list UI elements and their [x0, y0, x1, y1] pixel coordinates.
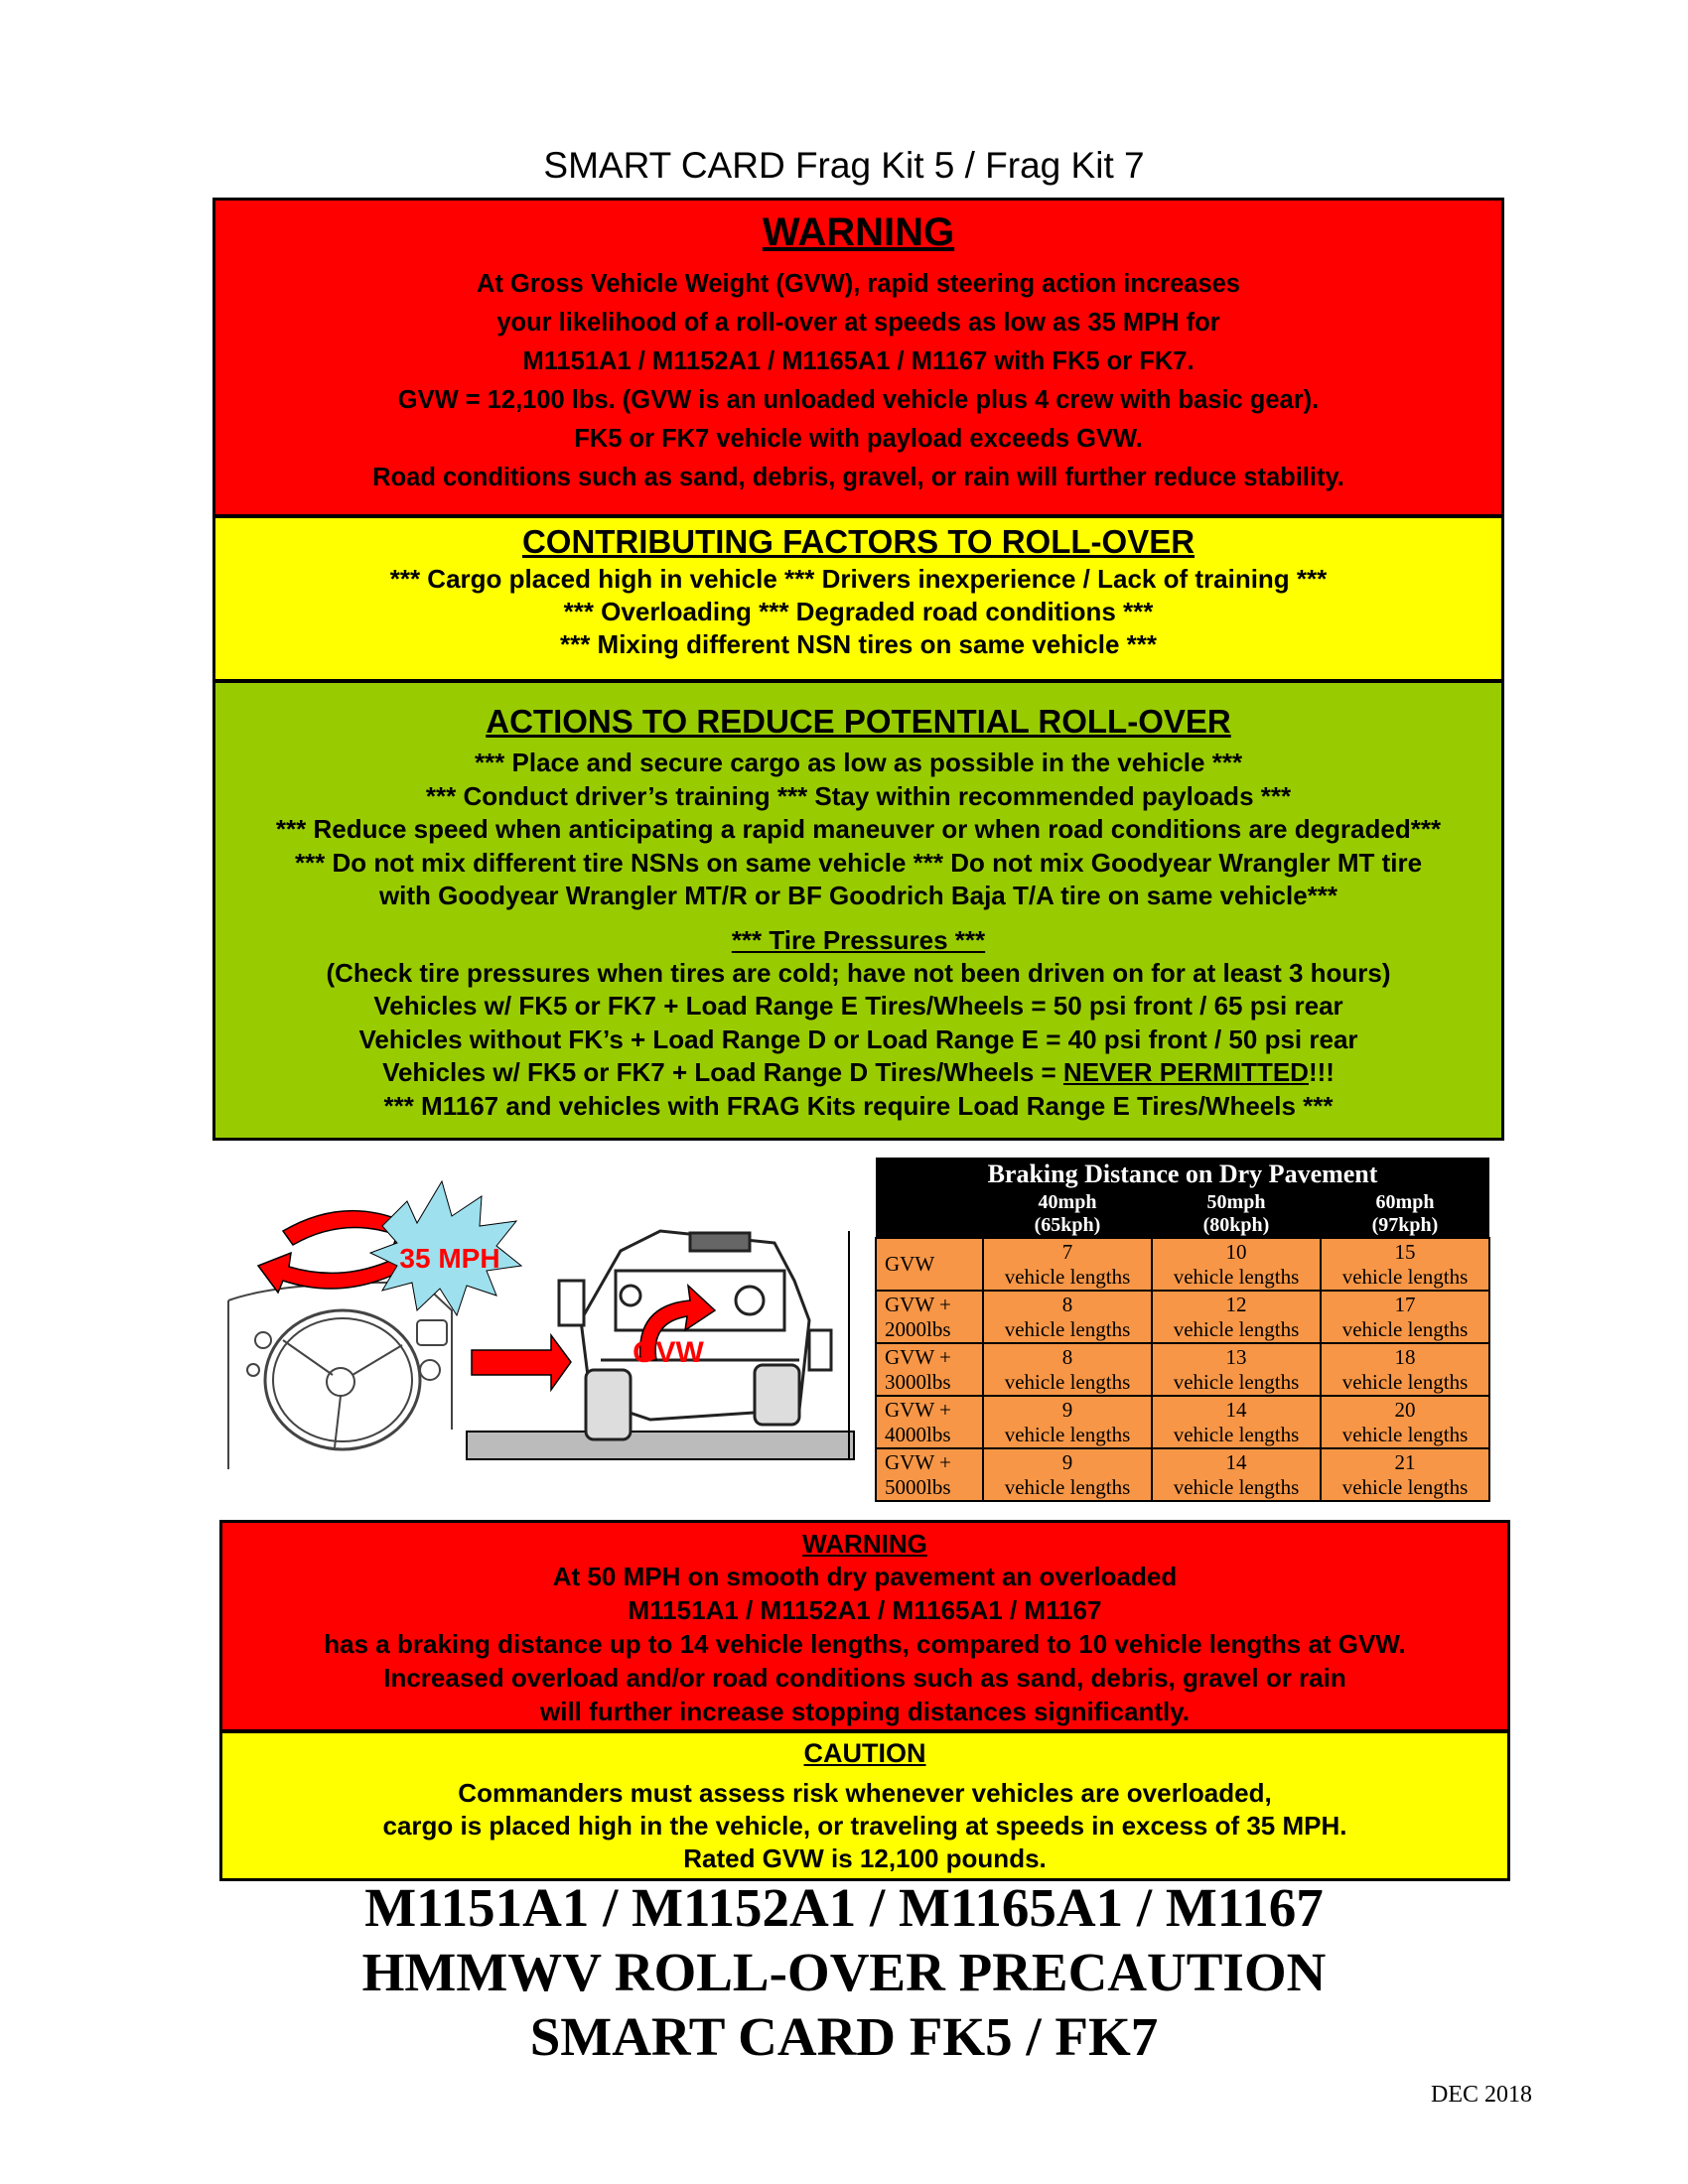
- braking-warning-line: M1151A1 / M1152A1 / M1165A1 / M1167: [628, 1595, 1102, 1625]
- col-metric: (65kph): [1034, 1214, 1101, 1236]
- table-cell: [1152, 1238, 1321, 1291]
- table-cell: [983, 1343, 1152, 1396]
- cell-unit: vehicle lengths: [1004, 1422, 1131, 1446]
- caution-line: Commanders must assess risk whenever vehicles are overloaded,: [458, 1778, 1272, 1808]
- speed-label: 35 MPH: [399, 1243, 500, 1274]
- table-cell: [983, 1396, 1152, 1448]
- caution-line: Rated GVW is 12,100 pounds.: [683, 1843, 1047, 1873]
- gvw-label: GVW: [633, 1336, 704, 1369]
- column-header: [1152, 1191, 1321, 1238]
- braking-warning-heading: WARNING: [802, 1529, 927, 1559]
- cell-unit: vehicle lengths: [1004, 1264, 1131, 1289]
- table-cell: [1321, 1448, 1489, 1501]
- cell-value: 14: [1225, 1449, 1247, 1474]
- warning-line: FK5 or FK7 vehicle with payload exceeds GVW.: [574, 425, 1143, 453]
- caution-box: [219, 1730, 1510, 1881]
- cell-value: 9: [1061, 1397, 1073, 1422]
- never-suffix: !!!: [1308, 1057, 1335, 1087]
- contributing-line: *** Mixing different NSN tires on same vehicle ***: [559, 629, 1158, 659]
- row-label-1: GVW +: [885, 1292, 951, 1316]
- braking-table-title: Braking Distance on Dry Pavement: [876, 1158, 1489, 1191]
- cell-unit: vehicle lengths: [1341, 1422, 1469, 1446]
- table-cell: [1152, 1448, 1321, 1501]
- cell-value: 14: [1225, 1397, 1247, 1422]
- tire-line: (Check tire pressures when tires are cold; have not been driven on for at least 3 hours): [326, 957, 1391, 988]
- cell-value: 8: [1061, 1292, 1073, 1316]
- cell-unit: vehicle lengths: [1173, 1422, 1300, 1446]
- actions-line: *** Conduct driver’s training *** Stay within recommended payloads ***: [425, 780, 1292, 811]
- warning-line: M1151A1 / M1152A1 / M1165A1 / M1167 with FK5 or FK7.: [522, 347, 1195, 375]
- cell-value: 8: [1061, 1344, 1073, 1369]
- braking-warning-box: [219, 1520, 1510, 1732]
- cell-value: 20: [1394, 1397, 1416, 1422]
- table-row: [876, 1291, 1489, 1343]
- braking-warning-line: Increased overload and/or road conditions such as sand, debris, gravel or rain: [383, 1663, 1346, 1693]
- row-label-2: 5000lbs: [885, 1474, 951, 1499]
- warning-line: your likelihood of a roll-over at speeds as low as 35 MPH for: [496, 309, 1220, 337]
- never-permitted: NEVER PERMITTED: [1062, 1057, 1309, 1087]
- tire-pressures-heading: *** Tire Pressures ***: [731, 924, 986, 955]
- table-cell: [1152, 1291, 1321, 1343]
- table-row: [876, 1238, 1489, 1291]
- row-label-1: GVW +: [885, 1344, 951, 1369]
- col-speed: 40mph: [1038, 1191, 1097, 1213]
- cell-unit: vehicle lengths: [1173, 1264, 1300, 1289]
- footer-models: M1151A1 / M1152A1 / M1165A1 / M1167: [364, 1877, 1324, 1938]
- column-header: [1321, 1191, 1489, 1238]
- table-cell: [1321, 1291, 1489, 1343]
- warning-line: GVW = 12,100 lbs. (GVW is an unloaded vehicle plus 4 crew with basic gear).: [397, 386, 1320, 414]
- column-header: [983, 1191, 1152, 1238]
- actions-line: with Goodyear Wrangler MT/R or BF Goodrich Baja T/A tire on same vehicle***: [378, 881, 1338, 910]
- col-metric: (97kph): [1371, 1214, 1439, 1236]
- col-speed: 50mph: [1206, 1191, 1266, 1213]
- row-label: [876, 1238, 983, 1291]
- right-arrow-icon: [472, 1335, 571, 1390]
- contributing-line: *** Cargo placed high in vehicle *** Drivers inexperience / Lack of training ***: [389, 564, 1328, 594]
- ground-strip: [467, 1432, 854, 1459]
- cell-value: 7: [1061, 1239, 1073, 1264]
- row-label-2: 2000lbs: [885, 1316, 951, 1341]
- cell-value: 12: [1225, 1292, 1247, 1316]
- row-label: [876, 1291, 983, 1343]
- steering-wheel-icon: [228, 1283, 452, 1469]
- row-label: [876, 1343, 983, 1396]
- cell-value: 10: [1225, 1239, 1247, 1264]
- cell-unit: vehicle lengths: [1341, 1474, 1469, 1499]
- cell-value: 15: [1394, 1239, 1416, 1264]
- table-corner: [876, 1191, 983, 1238]
- table-cell: [983, 1448, 1152, 1501]
- cell-unit: vehicle lengths: [1173, 1369, 1300, 1394]
- actions-line: *** Do not mix different tire NSNs on same vehicle *** Do not mix Goodyear Wrangler MT tire: [294, 847, 1423, 878]
- cell-unit: vehicle lengths: [1173, 1474, 1300, 1499]
- cell-value: 9: [1061, 1449, 1073, 1474]
- cell-unit: vehicle lengths: [1173, 1316, 1300, 1341]
- contributing-heading: CONTRIBUTING FACTORS TO ROLL-OVER: [521, 523, 1196, 560]
- actions-line: *** Reduce speed when anticipating a rapid maneuver or when road conditions are degraded***: [275, 814, 1442, 844]
- braking-warning-line: has a braking distance up to 14 vehicle lengths, compared to 10 vehicle lengths at GVW.: [324, 1629, 1406, 1659]
- row-label-1: GVW +: [885, 1449, 951, 1474]
- rollover-illustration: [223, 1171, 859, 1489]
- row-label: [876, 1396, 983, 1448]
- cell-value: 17: [1394, 1292, 1416, 1316]
- actions-line: *** Place and secure cargo as low as possible in the vehicle ***: [474, 748, 1243, 777]
- tire-never-line: [215, 1056, 1501, 1090]
- table-cell: [983, 1238, 1152, 1291]
- cell-unit: vehicle lengths: [1341, 1316, 1469, 1341]
- cell-value: 13: [1225, 1344, 1247, 1369]
- page-title: SMART CARD Frag Kit 5 / Frag Kit 7: [543, 145, 1145, 186]
- table-cell: [1321, 1396, 1489, 1448]
- braking-distance-table: [875, 1158, 1490, 1502]
- tire-line: Vehicles without FK’s + Load Range D or Load Range E = 40 psi front / 50 psi rear: [358, 1024, 1358, 1054]
- cell-unit: vehicle lengths: [1004, 1369, 1131, 1394]
- warning-heading: WARNING: [762, 210, 955, 254]
- caution-line: cargo is placed high in the vehicle, or traveling at speeds in excess of 35 MPH.: [382, 1811, 1347, 1841]
- humvee-icon: [559, 1231, 831, 1439]
- never-prefix: Vehicles w/ FK5 or FK7 + Load Range D Tires/Wheels =: [382, 1057, 1063, 1087]
- table-row: [876, 1343, 1489, 1396]
- warning-box: [212, 198, 1504, 517]
- tire-line: *** M1167 and vehicles with FRAG Kits require Load Range E Tires/Wheels ***: [383, 1090, 1334, 1121]
- actions-box: [212, 680, 1504, 1141]
- footer-precaution: HMMWV ROLL-OVER PRECAUTION: [361, 1942, 1327, 2002]
- col-metric: (80kph): [1202, 1214, 1270, 1236]
- braking-warning-line: will further increase stopping distances significantly.: [540, 1697, 1190, 1726]
- cell-unit: vehicle lengths: [1341, 1264, 1469, 1289]
- contributing-factors-box: [212, 515, 1504, 682]
- table-cell: [1321, 1343, 1489, 1396]
- cell-unit: vehicle lengths: [1341, 1369, 1469, 1394]
- warning-line: Road conditions such as sand, debris, gravel, or rain will further reduce stability.: [372, 464, 1344, 491]
- document-date: DEC 2018: [1431, 2082, 1532, 2108]
- row-label-2: 4000lbs: [885, 1422, 951, 1446]
- table-row: [876, 1396, 1489, 1448]
- row-label-2: 3000lbs: [885, 1369, 951, 1394]
- table-row: [876, 1448, 1489, 1501]
- table-cell: [1152, 1396, 1321, 1448]
- row-label-1: GVW: [885, 1252, 935, 1276]
- cell-value: 18: [1394, 1344, 1416, 1369]
- footer-smart-card: SMART CARD FK5 / FK7: [529, 2006, 1159, 2067]
- table-cell: [1321, 1238, 1489, 1291]
- table-cell: [983, 1291, 1152, 1343]
- table-cell: [1152, 1343, 1321, 1396]
- warning-line: At Gross Vehicle Weight (GVW), rapid steering action increases: [477, 270, 1240, 298]
- tire-line: Vehicles w/ FK5 or FK7 + Load Range E Tires/Wheels = 50 psi front / 65 psi rear: [373, 991, 1343, 1021]
- row-label-1: GVW +: [885, 1397, 951, 1422]
- col-speed: 60mph: [1375, 1191, 1435, 1213]
- actions-heading: ACTIONS TO REDUCE POTENTIAL ROLL-OVER: [486, 703, 1231, 740]
- braking-warning-line: At 50 MPH on smooth dry pavement an overloaded: [552, 1562, 1178, 1591]
- cell-value: 21: [1394, 1449, 1416, 1474]
- caution-heading: CAUTION: [803, 1738, 926, 1768]
- row-label: [876, 1448, 983, 1501]
- contributing-line: *** Overloading *** Degraded road conditions ***: [563, 597, 1154, 626]
- cell-unit: vehicle lengths: [1004, 1474, 1131, 1499]
- cell-unit: vehicle lengths: [1004, 1316, 1131, 1341]
